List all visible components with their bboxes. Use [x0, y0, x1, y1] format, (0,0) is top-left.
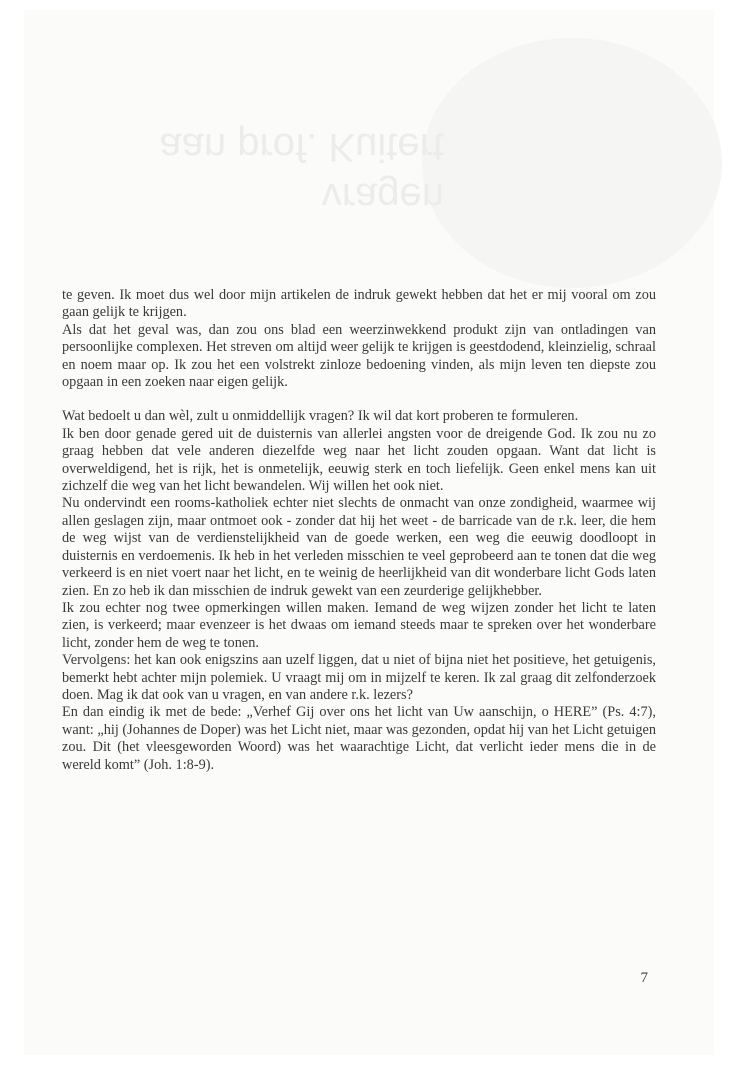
bleed-through-portrait	[422, 38, 722, 288]
paragraph: En dan eindig ik met de bede: „Verhef Gij over ons het licht van Uw aanschijn, o HERE” (Ps. 4:7), want: „hij (Johannes de Doper) was het Licht niet, maar was gezonden, opdat hij van het Licht getuigen zou. Dit (het vleesgeworden Woord) was het waarachtige Licht, dat verlicht ieder mens die in de wereld komt” (Joh. 1:8-9).	[62, 704, 656, 773]
paragraph: Ik zou echter nog twee opmerkingen willen maken. Iemand de weg wijzen zonder het licht te laten zien, is verkeerd; maar evenzeer is het dwaas om iemand steeds maar te spreken over het wonderbare licht, zonder hem de weg te tonen.	[62, 599, 656, 651]
article-body	[62, 287, 656, 774]
paragraph: Nu ondervindt een rooms-katholiek echter niet slechts de onmacht van onze zondigheid, waarmee wij allen geslagen zijn, maar ontmoet ook - zonder dat hij het weet - de barricade van de r.k. leer, die hem de weg wijst van de verdienstelijkheid van de goede werken, een weg die eeuwig doodloopt in duisternis en verdoemenis. Ik heb in het verleden misschien te veel geprobeerd aan te tonen dat die weg verkeerd is en niet voert naar het licht, en te weinig de heerlijkheid van dit wonderbare licht Gods laten zien. En zo heb ik dan misschien de indruk gewekt van een zeurderige gelijkhebber.	[62, 495, 656, 599]
paragraph: Vervolgens: het kan ook enigszins aan uzelf liggen, dat u niet of bijna niet het positieve, het getuigenis, bemerkt hebt achter mijn polemiek. U vraagt mij om in mijzelf te keren. Ik zal graag dit zelfonderzoek doen. Mag ik dat ook van u vragen, en van andere r.k. lezers?	[62, 652, 656, 703]
bleed-through-heading-line-2: aan prof. Kuitert	[159, 125, 444, 169]
bleed-through-heading	[84, 122, 444, 222]
paragraph: Ik ben door genade gered uit de duisternis van allerlei angsten voor de dreigende God. Ik zou nu zo graag hebben dat vele anderen diezelfde weg naar het licht zouden opgaan. Want dat licht is overweldigend, het is rijk, het is onmetelijk, eeuwig sterk en toch liefelijk. Geen enkel mens kan uit zichzelf die weg van het licht bewandelen. Wij willen het ook niet.	[62, 425, 656, 495]
paragraph: te geven. Ik moet dus wel door mijn artikelen de indruk gewekt hebben dat het er mij vooral om zou gaan gelijk te krijgen.	[62, 287, 656, 321]
page-number: 7	[640, 970, 648, 986]
paragraph: Als dat het geval was, dan zou ons blad een weerzinwekkend produkt zijn van ontladingen van persoonlijke complexen. Het streven om altijd weer gelijk te krijgen is geestdodend, kleinzielig, schraal en noem maar op. Ik zou het een volstrekt zinloze bedoening vinden, als mijn leven ten diepste zou opgaan in een zoeken naar eigen gelijk.	[62, 321, 656, 391]
paragraph: Wat bedoelt u dan wèl, zult u onmiddellijk vragen? Ik wil dat kort proberen te formuleren.	[62, 408, 579, 425]
bleed-through-heading-line-1: vragen	[321, 175, 444, 219]
